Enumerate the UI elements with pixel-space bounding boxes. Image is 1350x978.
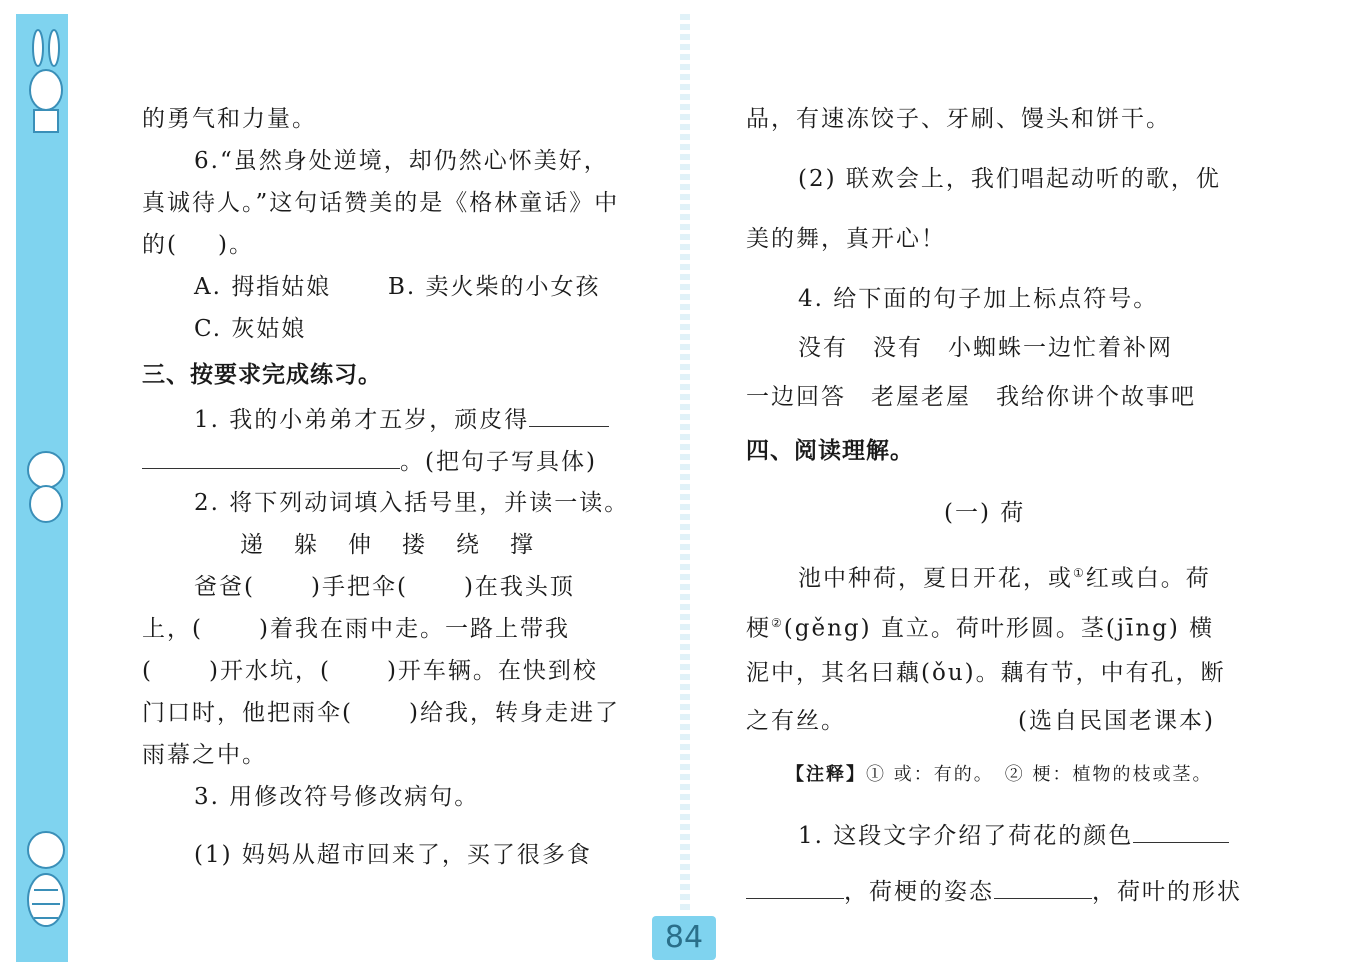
- passage-line-4: [142, 698, 620, 728]
- text-fragment: (: [142, 658, 153, 684]
- text-fragment: )。: [217, 232, 254, 258]
- text-fragment: 的(: [142, 232, 178, 258]
- cartoon-character-icon: [18, 440, 74, 530]
- exercise-4-prompt: 4. 给下面的句子加上标点符号。: [798, 286, 1159, 312]
- text-fragment: )着我在雨中走。一路上带我: [258, 616, 570, 642]
- text-fragment: )手把伞(: [310, 574, 408, 600]
- answer-blank[interactable]: [746, 876, 844, 899]
- answer-blank[interactable]: [142, 446, 400, 469]
- text-fragment: )在我头顶: [463, 574, 575, 600]
- page-fold: [680, 14, 690, 914]
- exercise-1-line-2: [142, 446, 597, 477]
- passage-line-2: [142, 614, 570, 644]
- text-fragment: 1. 我的小弟弟才五岁，顽皮得: [194, 407, 530, 433]
- answer-blank[interactable]: [529, 404, 609, 427]
- text-fragment: 上，(: [142, 616, 203, 642]
- text-fragment: ，荷梗的姿态: [844, 879, 994, 905]
- text-fragment: 梗: [746, 615, 771, 642]
- text-fragment: )开水坑，(: [208, 658, 331, 684]
- exercise-3-item-1: (1) 妈妈从超市回来了，买了很多食: [194, 842, 592, 868]
- reading-title: (一) 荷: [944, 500, 1026, 526]
- text-fragment: 池中种荷，夏日开花，或: [798, 565, 1073, 592]
- exercise-4-line-2: 一边回答 老屋老屋 我给你讲个故事吧: [746, 384, 1196, 410]
- reading-question-1-line-1: [798, 820, 1229, 851]
- option-c: C. 灰姑娘: [194, 316, 307, 342]
- exercise-1-line-1: [194, 404, 609, 435]
- verb-list: 递 躲 伸 搂 绕 撑: [240, 532, 537, 558]
- text-fragment: 门口时，他把雨伞(: [142, 700, 353, 726]
- exercise-4-line-1: 没有 没有 小蜘蛛一边忙着补网: [798, 335, 1173, 361]
- tiger-mascot-icon: [20, 820, 72, 940]
- text-fragment: ，荷叶的形状: [1092, 879, 1242, 905]
- text-line: 品，有速冻饺子、牙刷、馒头和饼干。: [746, 106, 1171, 132]
- question-6-line-1: 6.“虽然身处逆境，却仍然心怀美好，: [194, 148, 609, 174]
- annotation: [786, 758, 1212, 790]
- reading-question-1-line-2: [746, 876, 1242, 907]
- text-fragment: 爸爸(: [194, 574, 255, 600]
- section-3-heading: 三、按要求完成练习。: [142, 362, 382, 388]
- question-6-line-3: [142, 230, 254, 260]
- passage-line-1: [194, 572, 575, 602]
- section-4-heading: 四、阅读理解。: [746, 438, 914, 464]
- text-fragment: )开车辆。在快到校: [386, 658, 598, 684]
- reading-line-1: [798, 558, 1211, 594]
- answer-blank[interactable]: [994, 876, 1092, 899]
- text-fragment: 红或白。荷: [1085, 565, 1211, 592]
- option-b: B. 卖火柴的小女孩: [388, 274, 601, 300]
- reading-line-2: [746, 608, 1214, 644]
- reading-line-3: 泥中，其名曰藕(ǒu)。藕有节，中有孔，断: [746, 660, 1226, 686]
- text-fragment: )给我，转身走进了: [408, 700, 620, 726]
- passage-line-3: [142, 656, 598, 686]
- text-fragment: 。(把句子写具体): [400, 449, 597, 475]
- annotation-text: ① 或：有的。 ② 梗：植物的枝或茎。: [866, 764, 1213, 785]
- exercise-3-item-2-line-2: 美的舞，真开心！: [746, 226, 946, 252]
- text-fragment: (gěng) 直立。荷叶形圆。茎(jīng) 横: [783, 615, 1215, 642]
- passage-line-5: 雨幕之中。: [142, 742, 267, 768]
- option-a: A. 拇指姑娘: [194, 274, 332, 300]
- exercise-2-prompt: 2. 将下列动词填入括号里，并读一读。: [194, 490, 630, 516]
- exercise-3-prompt: 3. 用修改符号修改病句。: [194, 784, 480, 810]
- page-number: 84: [652, 916, 716, 960]
- footnote-marker: ②: [771, 616, 784, 630]
- rabbit-mascot-icon: [20, 20, 72, 140]
- answer-blank[interactable]: [1133, 820, 1229, 843]
- question-6-line-2: 真诚待人。”这句话赞美的是《格林童话》中: [142, 190, 620, 216]
- text-line: 的勇气和力量。: [142, 106, 317, 132]
- text-fragment: 1. 这段文字介绍了荷花的颜色: [798, 823, 1134, 849]
- exercise-3-item-2-line-1: (2) 联欢会上，我们唱起动听的歌，优: [798, 166, 1221, 192]
- reading-line-4: 之有丝。: [746, 708, 846, 734]
- annotation-label: 【注释】: [786, 764, 866, 785]
- footnote-marker: ①: [1073, 566, 1086, 580]
- reading-source: (选自民国老课本): [1018, 708, 1215, 734]
